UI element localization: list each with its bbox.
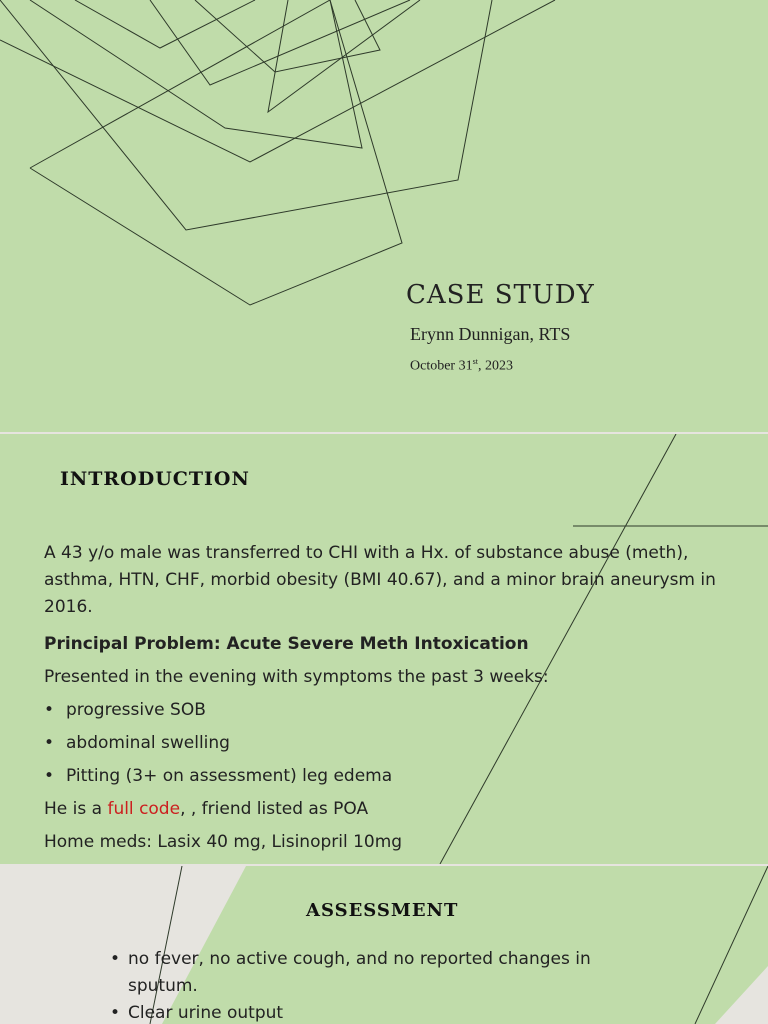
bullet-icon: • [110,1003,121,1023]
bullet-icon: • [44,733,55,753]
list-item: • Clear urine output [110,1000,630,1024]
code-status-line: He is a full code, , friend listed as POA [44,799,369,819]
bullet-icon: • [44,766,55,786]
patient-summary: A 43 y/o male was transferred to CHI with a Hx. of substance abuse (meth), asthma, HTN, CHF, morbid obesity (BMI 40.67), and a minor brain aneurysm in 2016. [44,543,716,617]
presented-text: Presented in the evening with symptoms the past 3 weeks: [44,667,549,687]
bullet-icon: • [110,949,121,969]
decorative-line-art [0,0,768,432]
list-item: • Pitting (3+ on assessment) leg edema [44,760,724,793]
list-item: • progressive SOB [44,694,724,727]
author-name: Erynn Dunnigan, RTS [410,324,571,344]
assessment-body [110,946,630,1024]
code-status: full code [107,799,181,819]
assessment-slide [0,866,768,1024]
list-item: • no fever, no active cough, and no reported changes in sputum. [110,946,630,1000]
introduction-body [44,540,724,859]
section-heading: ASSESSMENT [306,900,459,921]
title-slide [0,0,768,432]
presentation-date: October 31st, 2023 [410,357,513,374]
slide-title: CASE STUDY [406,280,595,310]
section-heading: INTRODUCTION [60,468,250,490]
principal-problem: Principal Problem: Acute Severe Meth Intoxication [44,634,529,654]
list-item: • abdominal swelling [44,727,724,760]
bullet-icon: • [44,700,55,720]
introduction-slide [0,434,768,864]
home-meds: Home meds: Lasix 40 mg, Lisinopril 10mg [44,832,403,852]
